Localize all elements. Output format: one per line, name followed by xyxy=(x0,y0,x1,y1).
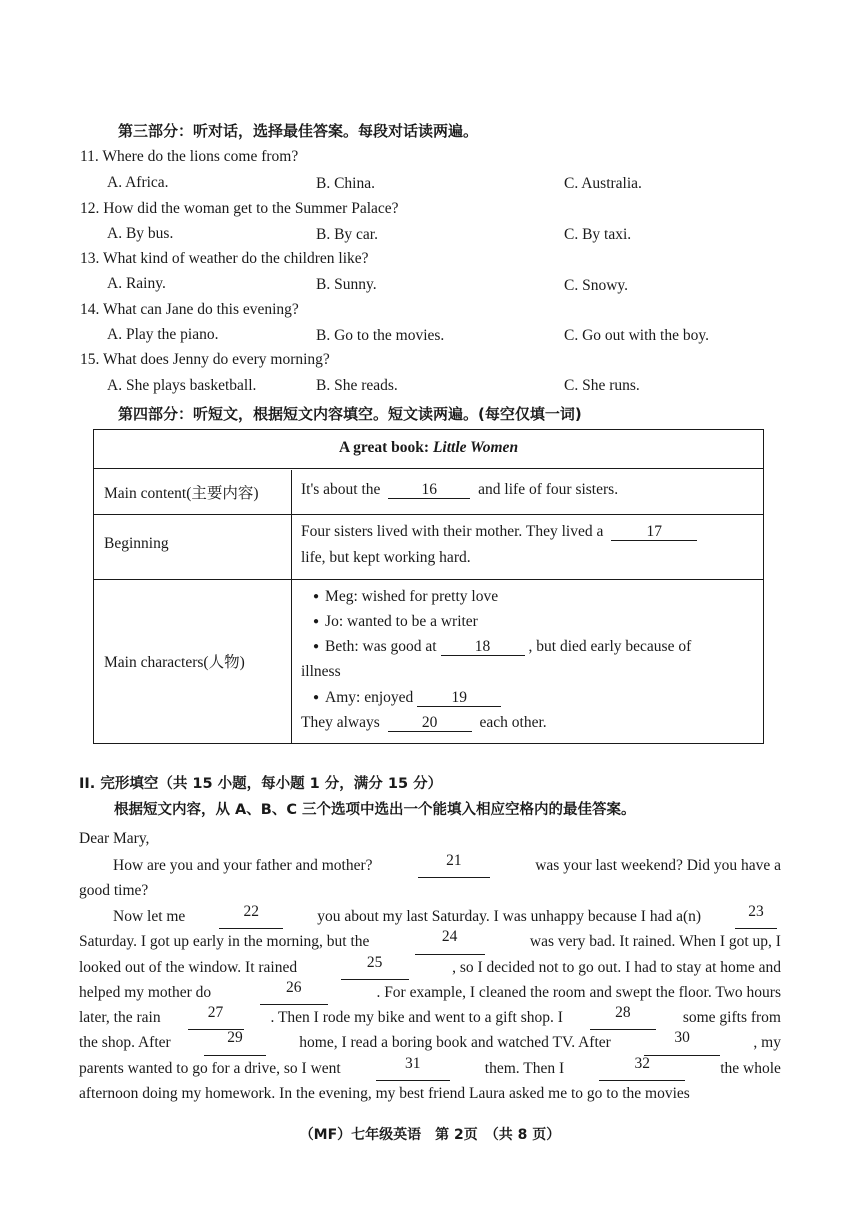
blank-30[interactable]: 30 xyxy=(644,1030,720,1055)
text-span: helped my mother do xyxy=(79,983,212,1001)
blank-31[interactable]: 31 xyxy=(376,1056,450,1081)
question-text: 12. How did the woman get to the Summer Palace? xyxy=(80,200,399,217)
option-b: B. She reads. xyxy=(316,377,398,394)
text-span: some gifts from xyxy=(682,1009,781,1027)
text-span: later, the rain xyxy=(79,1009,161,1027)
text-span: the whole xyxy=(720,1059,781,1077)
p2-line2 xyxy=(79,929,781,954)
option-a: A. Africa. xyxy=(107,174,169,191)
p2-line5 xyxy=(79,1005,781,1030)
text-span: the shop. After xyxy=(79,1034,171,1052)
blank-20[interactable]: 20 xyxy=(388,715,472,732)
amy-pre: ● Amy: enjoyed xyxy=(313,689,413,706)
page-footer: （MF）七年级英语 第 2页 （共 8 页） xyxy=(299,1127,561,1143)
p1-pre: How are you and your father and mother? xyxy=(113,857,373,874)
always-post: each other. xyxy=(479,714,547,731)
meg-item: ● Meg: wished for pretty love xyxy=(313,588,498,606)
table-title-book: Little Women xyxy=(432,439,519,456)
table-title xyxy=(94,439,763,457)
option-c: C. Australia. xyxy=(564,175,642,192)
jo-item: ● Jo: wanted to be a writer xyxy=(313,613,478,631)
option-b: B. By car. xyxy=(316,226,378,243)
letter-greeting: Dear Mary, xyxy=(79,830,150,847)
blank-26[interactable]: 26 xyxy=(260,980,328,1005)
text-span: looked out of the window. It rained xyxy=(79,958,298,976)
section2-instruction: 根据短文内容，从 A、B、C 三个选项中选出一个能填入相应空格内的最佳答案。 xyxy=(114,802,636,818)
question-text: 11. Where do the lions come from? xyxy=(80,148,299,165)
question-text: 13. What kind of weather do the children like? xyxy=(80,250,369,267)
row2-line2: life, but kept working hard. xyxy=(301,549,471,566)
option-c: C. She runs. xyxy=(564,377,640,394)
blank-32[interactable]: 32 xyxy=(599,1056,685,1081)
text-span: Saturday. I got up early in the morning, but the xyxy=(79,933,370,951)
text-span: . Then I rode my bike and went to a gift shop. I xyxy=(270,1009,563,1027)
blank-24[interactable]: 24 xyxy=(415,929,485,954)
row1-content xyxy=(301,481,618,499)
text-span: , so I decided not to go out. I had to stay at home and xyxy=(452,958,781,976)
text-span: . For example, I cleaned the room and swept the floor. Two hours xyxy=(376,983,781,1001)
row2-label: Beginning xyxy=(104,535,169,552)
row1-pre: It's about the xyxy=(301,481,381,498)
row2-pre: Four sisters lived with their mother. They lived a xyxy=(301,523,604,540)
option-b: B. China. xyxy=(316,175,375,192)
p1-line2: good time? xyxy=(79,882,149,900)
p2-line3 xyxy=(79,955,781,980)
p2-line4 xyxy=(79,980,781,1005)
option-b: B. Sunny. xyxy=(316,276,377,293)
blank-22[interactable]: 22 xyxy=(219,904,283,929)
table-title-prefix: A great book: xyxy=(338,439,433,456)
p1-post: was your last weekend? Did you have a xyxy=(535,857,781,874)
blank-18[interactable]: 18 xyxy=(441,639,525,656)
beth-pre: ● Beth: was good at xyxy=(313,638,437,655)
option-a: A. She plays basketball. xyxy=(107,377,257,394)
text-span: you about my last Saturday. I was unhappy because I had a(n) xyxy=(317,908,702,925)
p1-line1 xyxy=(79,853,781,878)
option-c: C. Go out with the boy. xyxy=(564,327,709,344)
row1-label: Main content(主要内容) xyxy=(104,485,259,502)
blank-28[interactable]: 28 xyxy=(590,1005,656,1030)
blank-27[interactable]: 27 xyxy=(188,1005,244,1030)
blank-21[interactable]: 21 xyxy=(418,853,490,878)
option-a: A. By bus. xyxy=(107,225,174,242)
text-span: Now let me xyxy=(113,908,186,925)
blank-23[interactable]: 23 xyxy=(735,904,777,929)
beth-post: , but died early because of xyxy=(528,638,692,655)
book-table xyxy=(93,429,764,744)
p2-line1 xyxy=(79,904,781,929)
section2-heading: II. 完形填空（共 15 小题，每小题 1 分，满分 15 分） xyxy=(79,776,443,792)
option-c: C. Snowy. xyxy=(564,277,629,294)
option-c: C. By taxi. xyxy=(564,226,632,243)
amy-item xyxy=(313,689,505,707)
blank-19[interactable]: 19 xyxy=(417,690,501,707)
question-text: 15. What does Jenny do every morning? xyxy=(80,351,330,368)
part3-heading: 第三部分：听对话，选择最佳答案。每段对话读两遍。 xyxy=(118,122,479,140)
part4-heading: 第四部分：听短文，根据短文内容填空。短文读两遍。(每空仅填一词) xyxy=(118,405,582,423)
blank-29[interactable]: 29 xyxy=(204,1030,266,1055)
text-span: parents wanted to go for a drive, so I went xyxy=(79,1059,341,1077)
row1-post: and life of four sisters. xyxy=(478,481,619,498)
p2-line8: afternoon doing my homework. In the evening, my best friend Laura asked me to go to the movies xyxy=(79,1085,690,1103)
row3-label: Main characters(人物) xyxy=(104,654,245,671)
beth-item xyxy=(313,638,691,656)
always-line xyxy=(301,714,547,732)
p2-line7 xyxy=(79,1056,781,1081)
text-span: them. Then I xyxy=(484,1059,565,1077)
question-text: 14. What can Jane do this evening? xyxy=(80,301,299,318)
option-a: A. Play the piano. xyxy=(107,326,219,343)
p2-line6 xyxy=(79,1030,781,1055)
blank-17[interactable]: 17 xyxy=(611,524,697,541)
option-a: A. Rainy. xyxy=(107,275,166,292)
always-pre: They always xyxy=(301,714,380,731)
row2-content xyxy=(301,523,701,541)
blank-25[interactable]: 25 xyxy=(341,955,409,980)
text-span: home, I read a boring book and watched TV. After xyxy=(299,1034,611,1052)
text-span: was very bad. It rained. When I got up, I xyxy=(529,933,781,951)
beth-line2: illness xyxy=(301,663,341,680)
letter-paragraph-2 xyxy=(79,904,781,1106)
letter-paragraph-1 xyxy=(79,853,781,904)
option-b: B. Go to the movies. xyxy=(316,327,445,344)
blank-16[interactable]: 16 xyxy=(388,482,470,499)
text-span: , my xyxy=(753,1034,781,1052)
